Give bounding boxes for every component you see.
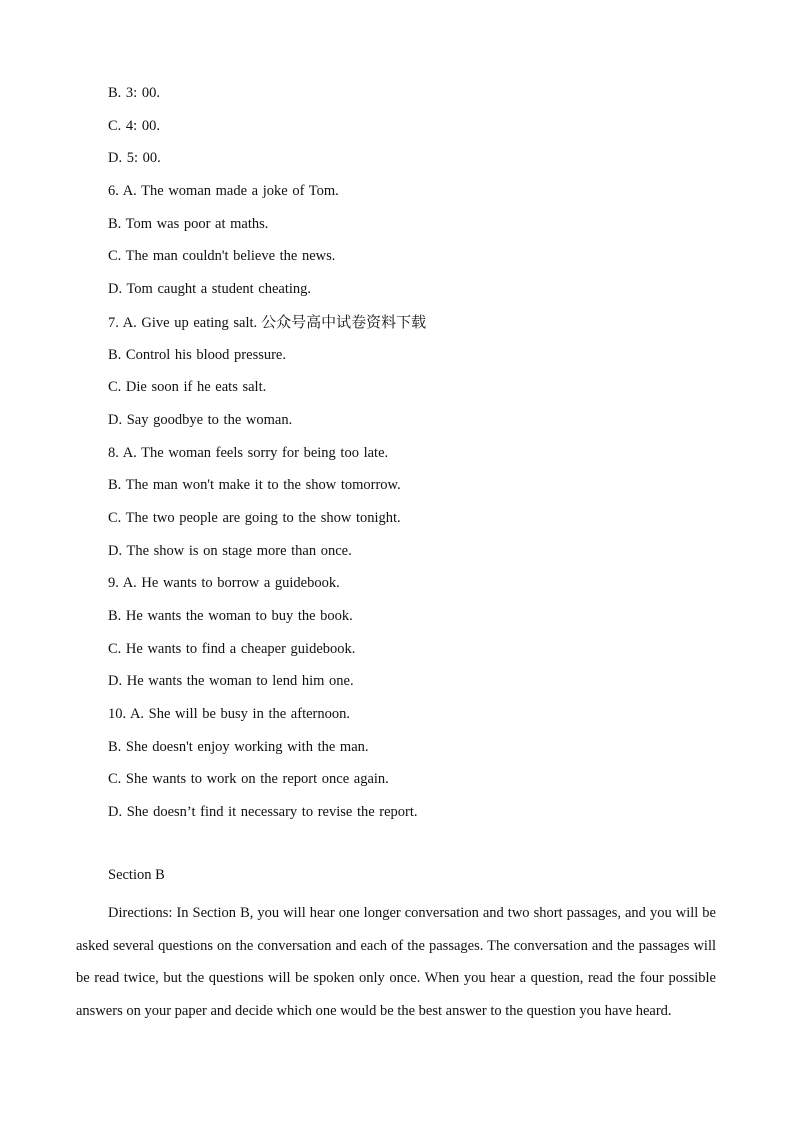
option-line: B. Tom was poor at maths. xyxy=(108,215,269,232)
answer-options-list xyxy=(108,82,728,834)
option-line: C. The man couldn't believe the news. xyxy=(108,248,336,265)
section-b-title: Section B xyxy=(108,867,165,883)
question-7-option-a: 7. A. Give up eating salt. 公众号高中试卷资料下载 xyxy=(108,312,427,331)
option-line: D. The show is on stage more than once. xyxy=(108,542,352,559)
option-line: C. Die soon if he eats salt. xyxy=(108,379,267,396)
option-line: C. 4: 00. xyxy=(108,117,160,134)
question-8-option-a: 8. A. The woman feels sorry for being too late. xyxy=(108,444,389,461)
option-line: B. 3: 00. xyxy=(108,85,160,101)
section-b-directions: Directions: In Section B, you will hear one longer conversation and two short passages, and you will be asked several questions on the conversation and each of the passages. The conversation and the passages will be read twice, but the questions will be spoken only once. When you hear a question, read the four possible answers on your paper and decide which one would be the best answer to the question you have heard. xyxy=(76,905,716,1019)
option-line: B. She doesn't enjoy working with the man. xyxy=(108,738,369,755)
option-line: D. He wants the woman to lend him one. xyxy=(108,673,354,690)
question-6-option-a: 6. A. The woman made a joke of Tom. xyxy=(108,183,339,200)
option-line: D. 5: 00. xyxy=(108,150,161,167)
question-10-option-a: 10. A. She will be busy in the afternoon. xyxy=(108,706,350,723)
option-line: B. He wants the woman to buy the book. xyxy=(108,608,353,624)
option-line: B. Control his blood pressure. xyxy=(108,346,286,363)
option-line: C. The two people are going to the show tonight. xyxy=(108,509,401,526)
option-line: D. She doesn’t find it necessary to revise the report. xyxy=(108,804,418,821)
option-line: D. Tom caught a student cheating. xyxy=(108,281,312,298)
watermark-text: 公众号高中试卷资料下载 xyxy=(261,312,427,331)
option-line: D. Say goodbye to the woman. xyxy=(108,411,293,428)
question-9-option-a: 9. A. He wants to borrow a guidebook. xyxy=(108,575,340,592)
option-line: C. He wants to find a cheaper guidebook. xyxy=(108,640,356,657)
option-line: B. The man won't make it to the show tomorrow. xyxy=(108,477,401,494)
option-line: C. She wants to work on the report once again. xyxy=(108,771,389,788)
